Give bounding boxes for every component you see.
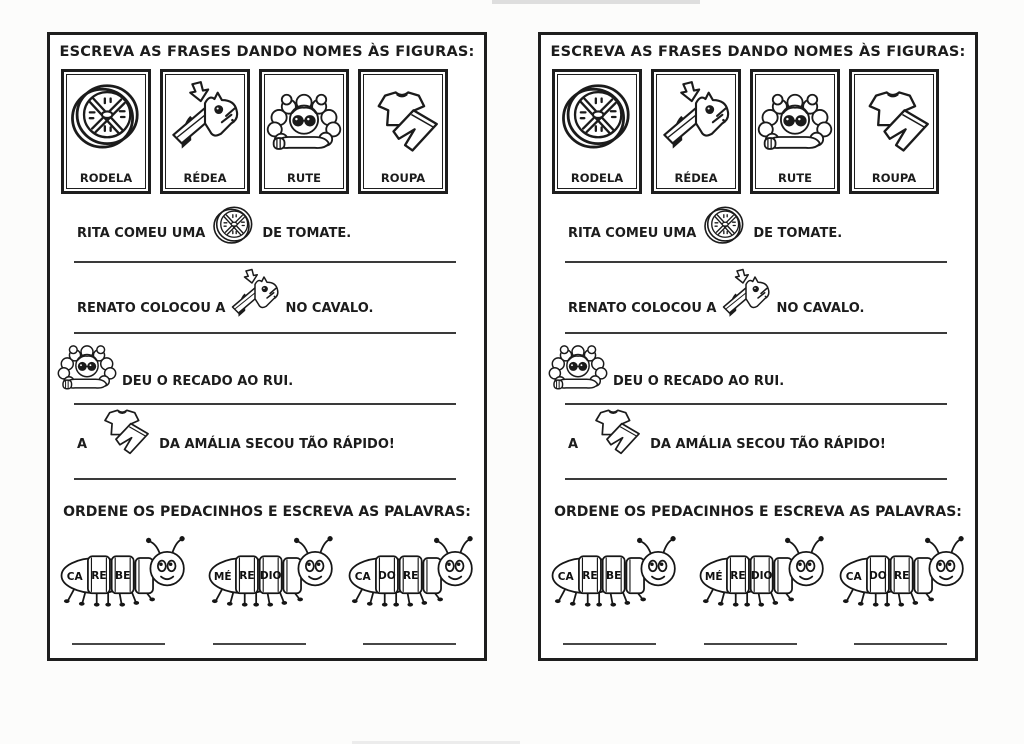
sentence-4-after: DA AMÁLIA SECOU TÃO RÁPIDO!: [650, 437, 886, 452]
tomato-slice-icon: [69, 79, 143, 155]
picture-card-frame: [363, 74, 443, 189]
sentence-4-before: A: [568, 437, 579, 452]
horse-rein-icon: [658, 79, 734, 157]
picture-card-rute: [259, 69, 349, 194]
answer-line-2: [213, 643, 306, 645]
sentence-4: [568, 408, 886, 458]
caterpillar-icon: [549, 533, 681, 613]
picture-card-frame: [755, 74, 835, 189]
writing-line-3: [74, 403, 456, 405]
picture-cards-row: [552, 69, 939, 194]
shirt-and-pants-icon: [585, 408, 643, 458]
sentence-1-before: RITA COMEU UMA: [568, 226, 697, 241]
syllable-piece: DO: [869, 570, 887, 583]
sentence-4-before: A: [77, 437, 88, 452]
sentence-3: [543, 345, 784, 393]
sentence-2-before: RENATO COLOCOU A: [568, 301, 717, 316]
picture-card-roupa: [358, 69, 448, 194]
caterpillar-icon: [58, 533, 190, 613]
picture-card-roupa: [849, 69, 939, 194]
writing-line-2: [565, 332, 947, 334]
curly-hair-girl-icon: [56, 345, 118, 393]
writing-line-3: [565, 403, 947, 405]
section2-title: ORDENE OS PEDACINHOS E ESCREVA AS PALAVRAS:: [63, 504, 471, 520]
syllable-piece: CA: [354, 571, 371, 584]
section1-title: ESCREVA AS FRASES DANDO NOMES ÀS FIGURAS:: [59, 44, 475, 60]
writing-line-1: [74, 261, 456, 263]
shirt-and-pants-icon: [94, 408, 152, 458]
syllable-piece: BE: [606, 570, 622, 583]
picture-card-frame: [165, 74, 245, 189]
writing-line-4: [74, 478, 456, 480]
sentence-2-after: NO CAVALO.: [776, 301, 865, 316]
caterpillar-icon: [697, 533, 829, 613]
horse-rein-icon: [167, 79, 243, 157]
picture-card-frame: [656, 74, 736, 189]
picture-card-frame: [264, 74, 344, 189]
sentence-2: [77, 268, 373, 322]
sentence-1: [77, 204, 351, 247]
syllable-piece: BE: [115, 570, 131, 583]
curly-hair-girl-icon: [756, 93, 834, 155]
syllable-piece: RE: [403, 570, 419, 583]
picture-card-redea: [651, 69, 741, 194]
card-label-roupa: ROUPA: [380, 171, 426, 185]
writing-line-1: [565, 261, 947, 263]
answer-line-3: [854, 643, 947, 645]
tomato-slice-icon: [560, 79, 634, 155]
writing-line-4: [565, 478, 947, 480]
syllable-piece: CA: [845, 571, 862, 584]
curly-hair-girl-icon: [547, 345, 609, 393]
writing-line-2: [74, 332, 456, 334]
picture-card-redea: [160, 69, 250, 194]
card-label-rute: RUTE: [287, 171, 321, 185]
card-label-redea: RÉDEA: [674, 171, 718, 185]
answer-line-1: [563, 643, 656, 645]
picture-card-rodela: [61, 69, 151, 194]
section2-title: ORDENE OS PEDACINHOS E ESCREVA AS PALAVRAS:: [554, 504, 962, 520]
sentence-3-after: DEU O RECADO AO RUI.: [122, 374, 294, 389]
sentence-1-before: RITA COMEU UMA: [77, 226, 206, 241]
card-label-roupa: ROUPA: [871, 171, 917, 185]
card-label-rodela: RODELA: [79, 171, 133, 185]
sentence-1: [568, 204, 842, 247]
scan-artifact: [492, 0, 700, 4]
card-label-rute: RUTE: [778, 171, 812, 185]
picture-card-frame: [66, 74, 146, 189]
section1-title: ESCREVA AS FRASES DANDO NOMES ÀS FIGURAS:: [550, 44, 966, 60]
horse-rein-icon: [228, 268, 282, 322]
picture-cards-row: [61, 69, 448, 194]
sentence-1-after: DE TOMATE.: [753, 226, 843, 241]
sentence-3: [52, 345, 293, 393]
picture-card-rute: [750, 69, 840, 194]
shirt-and-pants-icon: [364, 89, 442, 157]
picture-card-frame: [854, 74, 934, 189]
curly-hair-girl-icon: [265, 93, 343, 155]
answer-line-2: [704, 643, 797, 645]
shirt-and-pants-icon: [855, 89, 933, 157]
sentence-2-after: NO CAVALO.: [285, 301, 374, 316]
sentence-4-after: DA AMÁLIA SECOU TÃO RÁPIDO!: [159, 437, 395, 452]
tomato-slice-icon: [212, 204, 255, 247]
picture-card-frame: [557, 74, 637, 189]
syllable-piece: RE: [239, 570, 255, 583]
syllable-piece: RE: [730, 570, 746, 583]
sentence-2: [568, 268, 864, 322]
syllable-piece: RE: [894, 570, 910, 583]
sentence-4: [77, 408, 395, 458]
answer-line-3: [363, 643, 456, 645]
sentence-1-after: DE TOMATE.: [262, 226, 352, 241]
horse-rein-icon: [719, 268, 773, 322]
card-label-rodela: RODELA: [570, 171, 624, 185]
answer-line-1: [72, 643, 165, 645]
syllable-piece: DIO: [259, 570, 282, 583]
caterpillar-icon: [346, 533, 478, 613]
sentence-3-after: DEU O RECADO AO RUI.: [613, 374, 785, 389]
syllable-piece: DO: [378, 570, 396, 583]
syllable-piece: MÉ: [213, 571, 232, 584]
caterpillar-icon: [837, 533, 969, 613]
syllable-piece: MÉ: [704, 571, 723, 584]
syllable-piece: DIO: [750, 570, 773, 583]
worksheet-copy-right: [538, 32, 978, 661]
tomato-slice-icon: [703, 204, 746, 247]
worksheet-copy-left: [47, 32, 487, 661]
syllable-piece: CA: [66, 571, 83, 584]
caterpillar-icon: [206, 533, 338, 613]
syllable-piece: RE: [91, 570, 107, 583]
syllable-piece: RE: [582, 570, 598, 583]
card-label-redea: RÉDEA: [183, 171, 227, 185]
syllable-piece: CA: [557, 571, 574, 584]
picture-card-rodela: [552, 69, 642, 194]
sentence-2-before: RENATO COLOCOU A: [77, 301, 226, 316]
